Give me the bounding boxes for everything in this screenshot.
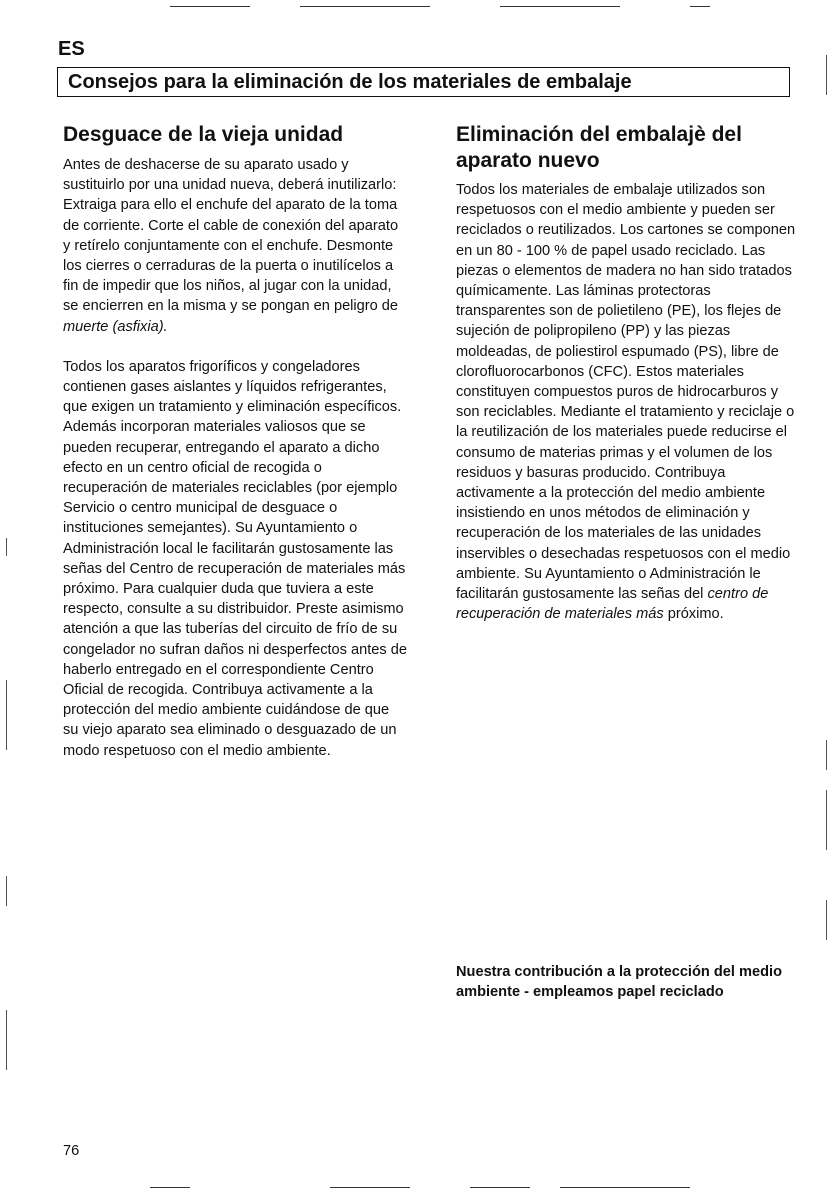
scan-edge-line xyxy=(690,6,710,7)
scan-margin-mark xyxy=(6,680,7,750)
section-banner-title: Consejos para la eliminación de los materiales de embalaje xyxy=(57,67,790,97)
right-paragraph-text: Todos los materiales de embalaje utilizados son respetuosos con el medio ambiente y pueden ser reciclados o reutilizados. Los cartones se componen en un 80 - 100 % de papel usado reciclado. Las piezas o elementos de madera no han sido tratados químicamente. Las láminas protectoras transparentes son de polietileno (PE), los flejes de sujeción de polipropileno (PP) y las piezas moldeadas, de poliestirol espumado (PS), libre de clorofluorocarbonos (CFC). Estos materiales constituyen compuestos puros de hidrocarburos y son reciclables. Mediante el tratamiento y reciclaje o la reutilización de los materiales puede reducirse el consumo de materias primas y el volumen de los residuos y basuras producido. Contribuya activamente a la protección del medio ambiente insistiendo en unos métodos de eliminación y recuperación de los materiales de las unidades inservibles o desechadas respetuosos con el medio ambiente. Su Ayuntamiento o Administración le facilitarán gustosamente las señas del xyxy=(456,182,796,603)
scan-edge-line xyxy=(500,6,620,7)
scan-edge-line xyxy=(560,1187,690,1188)
scan-margin-mark xyxy=(826,55,827,95)
scan-margin-mark xyxy=(6,1010,7,1070)
right-heading: Eliminación del embalajè del aparato nuevo xyxy=(456,123,742,172)
left-paragraph-1 xyxy=(63,155,408,337)
right-paragraph-emphasis: centro de recuperación de materiales más xyxy=(456,586,769,623)
language-tag: ES xyxy=(58,38,85,60)
left-paragraph-1-emphasis: muerte (asfixia). xyxy=(63,318,168,335)
right-paragraph-tail: próximo. xyxy=(667,606,724,623)
scan-edge-line xyxy=(300,6,430,7)
scan-margin-mark xyxy=(826,900,827,940)
scan-margin-mark xyxy=(826,790,827,850)
scan-margin-mark xyxy=(6,538,7,556)
scan-edge-line xyxy=(170,6,250,7)
scan-edge-line xyxy=(330,1187,410,1188)
page-number: 76 xyxy=(63,1143,80,1159)
recycled-paper-note: Nuestra contribución a la protección del medio ambiente - empleamos papel reciclado xyxy=(456,964,782,1001)
scan-margin-mark xyxy=(6,876,7,906)
left-column xyxy=(63,122,408,761)
right-column xyxy=(456,122,801,624)
left-paragraph-1-text: Antes de deshacerse de su aparato usado y sustituirlo por una unidad nueva, deberá inutilizarlo: Extraiga para ello el enchufe del aparato de la toma de corriente. Corte el cable de conexión del aparato y retírelo conjuntamente con el enchufe. Desmonte los cierres o cerraduras de la puerta o inutilícelos a fin de impedir que los niños, al jugar con la unidad, se encierren en la misma y se pongan en peligro de xyxy=(63,157,399,315)
scan-edge-line xyxy=(470,1187,530,1188)
left-paragraph-2: Todos los aparatos frigoríficos y congeladores contienen gases aislantes y líquidos refrigerantes, que exigen un tratamiento y eliminación específicos. Además incorporan materiales valiosos que se pueden recuperar, entregando el aparato a dicho efecto en un centro oficial de recogida o recuperación de materiales reciclables (por ejemplo Servicio o centro municipal de desguace o instituciones semejantes). Su Ayuntamiento o Administración local le facilitarán gustosamente las señas del Centro de recuperación de materiales más próximo. Para cualquier duda que tuviera a este respecto, consulte a su distribuidor. Preste asimismo atención a que las tuberías del circuito de frío de su congelador no sufran daños ni desperfectos antes de haberlo entregado en el correspondiente Centro Oficial de recogida. Contribuya activamente a la protección del medio ambiente cuidándose de que su viejo aparato sea eliminado o desguazado de un modo respetuoso con el medio ambiente. xyxy=(63,358,408,759)
scan-edge-line xyxy=(150,1187,190,1188)
scan-margin-mark xyxy=(826,740,827,770)
right-paragraph xyxy=(456,180,801,624)
left-heading: Desguace de la vieja unidad xyxy=(63,123,344,146)
